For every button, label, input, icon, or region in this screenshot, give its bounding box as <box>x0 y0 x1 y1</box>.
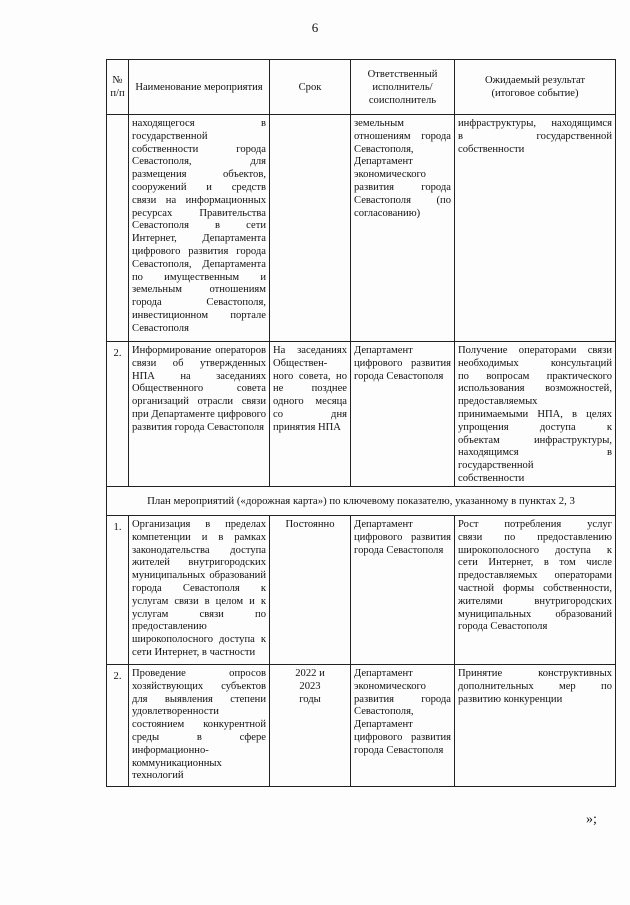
cell-line: при Департаменте цифрового <box>132 408 266 420</box>
cell-line: связи по предоставлению <box>458 531 612 543</box>
cell-line: необходимых консультаций <box>458 357 612 369</box>
cell-line: хозяйствующих субъектов <box>132 680 266 692</box>
cell-result <box>455 665 616 787</box>
cell-line: инфраструктуры, находящимся <box>458 118 612 129</box>
header-text: Срок <box>298 81 322 93</box>
cell-line: Департамент <box>354 156 413 168</box>
cell-term <box>270 342 351 487</box>
cell-line: отношениям города <box>354 130 451 142</box>
cell-line: компетенции и в рамках <box>132 531 266 543</box>
cell-line: Рост потребления услуг <box>458 519 612 530</box>
cell-line: Постоянно <box>285 519 335 530</box>
cell-line: города Севастополя, <box>132 297 266 309</box>
cell-line: собственности города <box>132 143 266 155</box>
cell-line: Севастополя <box>132 322 189 334</box>
cell-line: предоставлению <box>132 621 207 633</box>
cell-line: 2022 и <box>295 668 325 679</box>
cell-line: согласованию) <box>354 207 421 219</box>
cell-line: инвестиционном портале <box>132 309 266 321</box>
table-row <box>107 342 616 487</box>
header-responsible <box>351 60 455 115</box>
cell-line: частной формы собственности, <box>458 582 612 594</box>
cell-line: годы <box>299 693 321 705</box>
cell-line: сооружений и средств <box>132 181 266 193</box>
cell-line: Севастополя, <box>354 706 414 718</box>
cell-line: не позднее <box>273 383 347 395</box>
cell-line: 2023 <box>299 680 321 692</box>
cell-line: Севастополя, для <box>132 156 266 168</box>
cell-line: жителей внутригородских <box>132 557 266 569</box>
header-result <box>455 60 616 115</box>
cell-line: среды в сфере <box>132 731 266 743</box>
cell-line: собственности <box>458 143 525 155</box>
cell-line: для выявления степени <box>132 693 266 705</box>
cell-line: Департамент <box>354 668 413 679</box>
cell-line: государственной <box>132 130 208 142</box>
cell-line: законодательства доступа <box>132 544 266 556</box>
header-text: п/п <box>110 88 125 99</box>
plan-table <box>106 59 616 787</box>
cell-line: Департамент <box>354 519 413 530</box>
cell-line: Информирование операторов <box>132 345 266 356</box>
cell-line: использования возможностей, <box>458 383 612 395</box>
cell-line: ресурсах Правительства <box>132 207 266 219</box>
cell-num: 1. <box>107 516 129 665</box>
cell-line: Департамент <box>354 345 413 356</box>
cell-responsible <box>351 115 455 342</box>
cell-result <box>455 516 616 665</box>
cell-line: НПА на заседаниях <box>132 370 266 382</box>
header-text: (итоговое событие) <box>491 88 579 99</box>
cell-line: Севастополя в сети <box>132 220 266 232</box>
cell-line: Обществен- <box>273 357 328 369</box>
cell-line: объектам инфраструктуры, <box>458 434 612 446</box>
header-term <box>270 60 351 115</box>
cell-line: развития города Севастополя <box>132 421 265 433</box>
cell-line: Севастополя, Департамента <box>132 258 266 270</box>
cell-line: муниципальных образований <box>458 608 612 620</box>
cell-line: принятия НПА <box>273 421 341 433</box>
cell-line: организаций отрасли связи <box>132 396 266 408</box>
section-row <box>107 487 616 516</box>
cell-line: Проведение опросов <box>132 668 266 679</box>
cell-line: На заседаниях <box>273 345 347 356</box>
cell-line: по вопросам практического <box>458 370 612 382</box>
cell-num: 2. <box>107 342 129 487</box>
cell-line: города Севастополя <box>354 544 444 556</box>
cell-line: принимаемыми НПА, в целях <box>458 408 612 420</box>
cell-line: в государственной <box>458 130 612 142</box>
cell-line: связи об утвержденных <box>132 357 266 369</box>
cell-responsible <box>351 665 455 787</box>
header-text: Наименование мероприятия <box>135 81 263 93</box>
cell-line: предоставляемых операторами <box>458 570 612 582</box>
cell-line: по имущественным и <box>132 271 266 283</box>
cell-result <box>455 342 616 487</box>
header-text: Ответственный <box>367 68 438 80</box>
cell-line: дополнительных мер по <box>458 680 612 692</box>
table-row <box>107 665 616 787</box>
cell-line: состоянием конкурентной <box>132 719 266 731</box>
cell-line: одного месяца <box>273 396 347 408</box>
cell-line: Севастополя (по <box>354 194 451 206</box>
cell-line: Севастополя, <box>354 143 414 155</box>
cell-line: связи на информационных <box>132 194 266 206</box>
cell-line: цифрового развития <box>354 357 451 369</box>
cell-line: цифрового развития <box>354 531 451 543</box>
header-num <box>107 60 129 115</box>
cell-result <box>455 115 616 342</box>
cell-line: экономического <box>354 680 426 692</box>
cell-line: размещения объектов, <box>132 169 266 181</box>
cell-term <box>270 665 351 787</box>
cell-line: со дня <box>273 408 347 420</box>
cell-line: земельным <box>354 118 404 129</box>
cell-line: информационно- <box>132 744 209 756</box>
cell-line: сети Интернет, в том числе <box>458 557 612 569</box>
section-title: План мероприятий («дорожная карта») по ключевому показателю, указанному в пунктах 2, 3 <box>107 487 616 516</box>
cell-line: Интернет, Департамента <box>132 233 266 245</box>
cell-line: развития города <box>354 693 451 705</box>
header-name <box>129 60 270 115</box>
cell-line: технологий <box>132 770 184 782</box>
cell-term <box>270 115 351 342</box>
header-text: исполнитель/ <box>372 81 433 93</box>
cell-term <box>270 516 351 665</box>
cell-line: развитию конкуренции <box>458 693 563 705</box>
table-row <box>107 516 616 665</box>
cell-line: сети Интернет, в частности <box>132 646 256 658</box>
header-text: Ожидаемый результат <box>484 75 586 86</box>
cell-line: экономического <box>354 169 426 181</box>
cell-line: собственности <box>458 472 525 484</box>
cell-line: развития города <box>354 181 451 193</box>
cell-line: предоставляемых <box>458 396 538 408</box>
cell-line: ного совета, но <box>273 370 347 382</box>
cell-line: цифрового развития <box>354 731 451 743</box>
cell-line: находящимся в <box>458 447 612 459</box>
cell-line: жителями внутригородских <box>458 595 612 607</box>
cell-line: города Севастополя <box>354 370 444 382</box>
cell-line: города Севастополя <box>354 744 444 756</box>
cell-line: земельным отношениям <box>132 284 266 296</box>
cell-line: услугам связи в целом и к <box>132 595 266 607</box>
cell-line: государственной <box>458 460 534 472</box>
cell-name <box>129 665 270 787</box>
closing-mark: »; <box>586 812 597 827</box>
header-text: № <box>112 75 123 86</box>
cell-line: широкополосного доступа к <box>132 634 266 646</box>
cell-line: Получение операторами связи <box>458 345 612 356</box>
cell-line: Принятие конструктивных <box>458 668 612 679</box>
header-text: соисполнитель <box>368 94 437 106</box>
cell-name <box>129 342 270 487</box>
cell-responsible <box>351 516 455 665</box>
cell-line: услугам связи по <box>132 608 266 620</box>
cell-num: 2. <box>107 665 129 787</box>
cell-line: удовлетворенности <box>132 706 219 718</box>
cell-line: находящегося в <box>132 118 266 129</box>
cell-line: Департамент <box>354 719 413 731</box>
cell-name <box>129 115 270 342</box>
cell-line: коммуникационных <box>132 757 222 769</box>
cell-name <box>129 516 270 665</box>
cell-line: Общественного совета <box>132 383 266 395</box>
cell-line: города Севастополя <box>458 621 548 633</box>
cell-num <box>107 115 129 342</box>
table-header-row <box>107 60 616 115</box>
cell-line: муниципальных образований <box>132 570 266 582</box>
cell-line: упрощения доступа к <box>458 421 612 433</box>
page-number: 6 <box>311 20 319 35</box>
table-row <box>107 115 616 342</box>
cell-line: цифрового развития города <box>132 245 266 257</box>
cell-line: Организация в пределах <box>132 519 266 530</box>
cell-responsible <box>351 342 455 487</box>
cell-line: города Севастополя к <box>132 582 266 594</box>
cell-line: широкополосного доступа к <box>458 544 612 556</box>
